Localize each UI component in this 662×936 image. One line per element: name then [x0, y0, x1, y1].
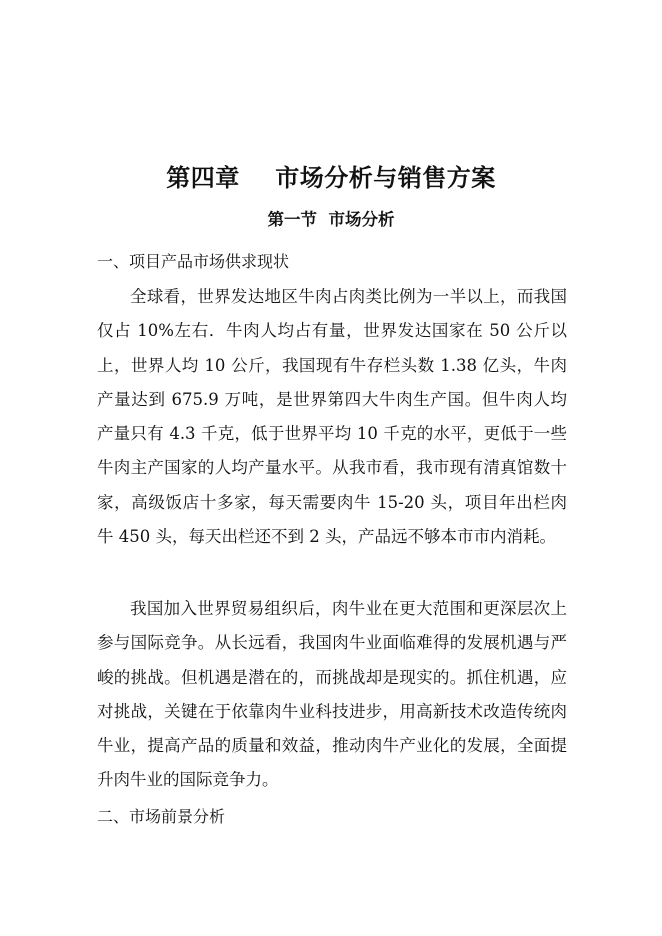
paragraph-market-status: 全球看，世界发达地区牛肉占肉类比例为一半以上，而我国仅占 10%左右．牛肉人均占有量，世界发达国家在 50 公斤以上，世界人均 10 公斤，我国现有牛存栏头数 1.38 亿头，牛肉产量达到 675.9 万吨，是世界第四大牛肉生产国。但牛肉人均产量只有 4.3 千克，低于世界平均 10 千克的水平，更低于一些牛肉主产国家的人均产量水平。从我市看，我市现有清真馆数十家，高级饭店十多家，每天需要肉牛 15-20 头，项目年出栏肉牛 450 头，每天出栏还不到 2 头，产品远不够本市市内消耗。	[97, 287, 567, 547]
paragraph-wto-competition: 我国加入世界贸易组织后，肉牛业在更大范围和更深层次上参与国际竞争。从长远看，我国肉牛业面临难得的发展机遇与严峻的挑战。但机遇是潜在的，而挑战却是现实的。抓住机遇，应对挑战，关键在于依靠肉牛业科技进步，用高新技术改造传统肉牛业，提高产品的质量和效益，推动肉牛产业化的发展，全面提升肉牛业的国际竞争力。	[97, 599, 567, 790]
heading-supply-demand: 一、项目产品市场供求现状	[97, 252, 290, 271]
heading-market-outlook: 二、市场前景分析	[97, 807, 226, 826]
chapter-title: 第四章 市场分析与销售方案	[166, 163, 496, 192]
section-title: 第一节 市场分析	[267, 210, 395, 229]
